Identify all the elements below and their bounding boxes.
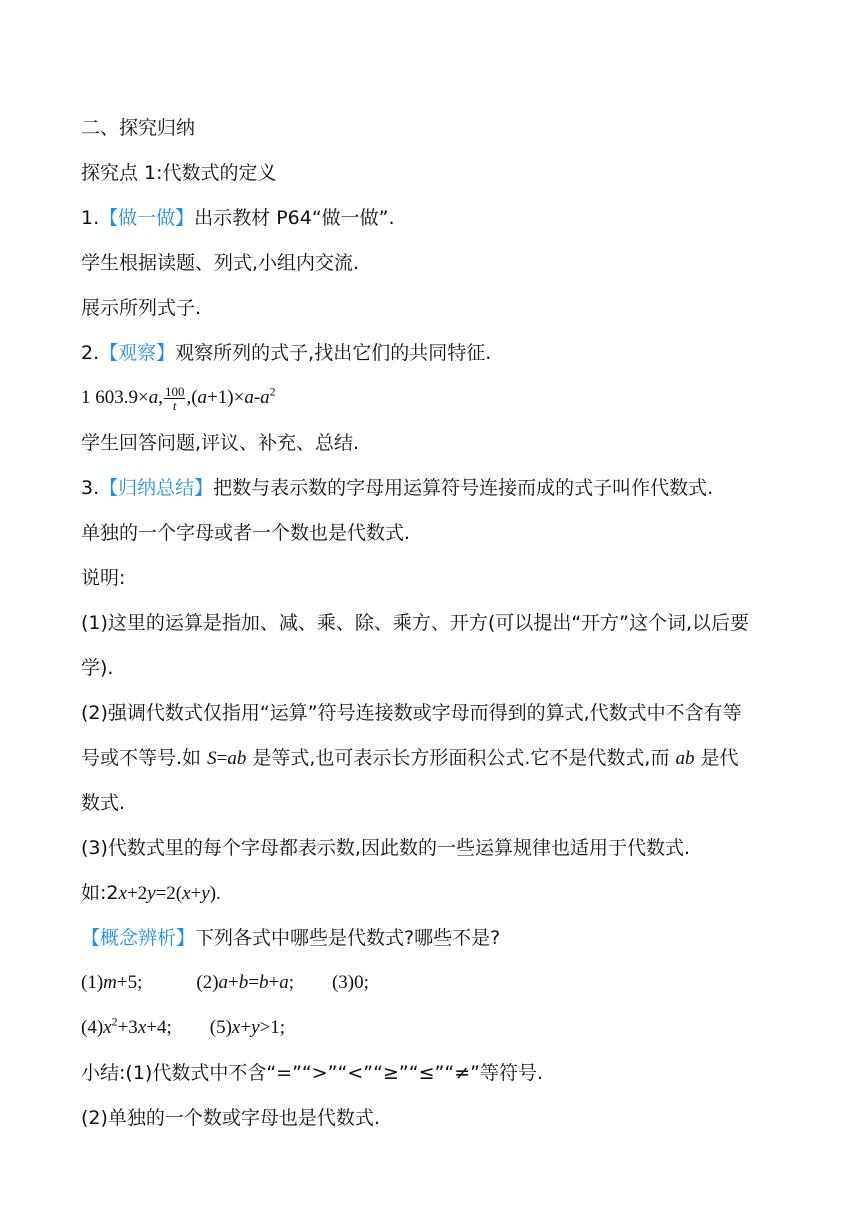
text-run: +2 <box>126 883 148 904</box>
concept-tag: 【概念辨析】 <box>81 927 196 949</box>
concept-line <box>81 925 790 951</box>
expr-var: a <box>244 387 254 408</box>
text-run: = <box>248 972 259 993</box>
math-var: x <box>182 883 191 904</box>
fraction-numerator: 100 <box>164 384 185 400</box>
text-run: ). <box>209 883 221 904</box>
question-1 <box>81 972 142 993</box>
math-var: b <box>238 972 249 993</box>
text-run: = <box>216 748 228 769</box>
math-var: x <box>231 1017 241 1038</box>
text-run: +5; <box>116 972 143 993</box>
expr-part: ,( <box>186 387 198 408</box>
section-title: 二、探究归纳 <box>81 117 196 139</box>
expr-part: 1 603.9× <box>81 387 149 408</box>
point1-title: 探究点 1:代数式的定义 <box>81 162 277 184</box>
summary-line1: 小结:(1)代数式中不含“=”“>”“<”“≥”“≤”“≠”等符号. <box>81 1062 543 1084</box>
question-3: (3)0; <box>331 972 369 993</box>
note2-line3: 数式. <box>81 792 126 814</box>
math-var: x <box>103 1017 112 1038</box>
item2-text: 观察所列的式子,找出它们的共同特征. <box>175 342 492 364</box>
text-run: + <box>190 883 202 904</box>
expr-part: - <box>253 387 261 408</box>
expr-part: , <box>158 387 163 408</box>
note2-line1: (2)强调代数式仅指用“运算”符号连接数或字母而得到的算式,代数式中不含有等 <box>81 702 742 724</box>
text-run: 是代 <box>694 747 739 769</box>
expr-var: a <box>260 387 270 408</box>
note1-line2: 学). <box>81 657 114 679</box>
math-var: y <box>147 883 156 904</box>
text-run: ; <box>288 972 294 993</box>
fraction-denominator: t <box>172 398 177 414</box>
item2-tag: 【观察】 <box>99 342 176 364</box>
text-run: (1) <box>81 972 104 993</box>
question-5 <box>210 1017 285 1038</box>
text-run: 是等式,也可表示长方形面积公式.它不是代数式,而 <box>246 747 676 769</box>
item3-number: 3. <box>81 477 100 499</box>
text-run: + <box>268 972 280 993</box>
math-var: x <box>118 883 127 904</box>
math-var: y <box>201 883 210 904</box>
text-run: 号或不等号.如 <box>81 747 208 769</box>
item2-number: 2. <box>81 342 100 364</box>
item3-line1 <box>81 475 790 501</box>
text-run: (2) <box>196 972 219 993</box>
question-row-1 <box>81 970 790 996</box>
math-var: y <box>251 1017 260 1038</box>
item3-line2: 单独的一个字母或者一个数也是代数式. <box>81 522 411 544</box>
question-2 <box>196 972 294 993</box>
question-row-2 <box>81 1015 790 1041</box>
note3-line1: (3)代数式里的每个字母都表示数,因此数的一些运算规律也适用于代数式. <box>81 837 690 859</box>
item1-line1 <box>81 205 790 231</box>
item2-line3: 学生回答问题,评议、补充、总结. <box>81 432 360 454</box>
math-var: ab <box>227 748 247 769</box>
expression-line <box>81 383 790 413</box>
text-run: 如:2 <box>81 882 119 904</box>
math-var: a <box>279 972 289 993</box>
expr-var: a <box>197 387 208 408</box>
item1-number: 1. <box>81 207 100 229</box>
item2-line1 <box>81 340 790 366</box>
expr-part: +1)× <box>207 387 245 408</box>
text-run: + <box>228 972 239 993</box>
expr-exponent: 2 <box>269 384 276 399</box>
note1-line1: (1)这里的运算是指加、减、乘、除、乘方、开方(可以提出“开方”这个词,以后要 <box>81 612 750 634</box>
math-var: x <box>137 1017 147 1038</box>
text-run: (5) <box>209 1017 232 1038</box>
math-exponent: 2 <box>111 1014 118 1029</box>
item3-tag: 【归纳总结】 <box>99 477 214 499</box>
item1-tag: 【做一做】 <box>99 207 195 229</box>
concept-text: 下列各式中哪些是代数式?哪些不是? <box>195 927 501 949</box>
fraction <box>164 385 186 412</box>
text-run: +4; <box>146 1017 172 1038</box>
item1-line3: 展示所列式子. <box>81 297 202 319</box>
note2-line2 <box>81 745 790 772</box>
text-run: (4) <box>81 1017 104 1038</box>
summary-line2: (2)单独的一个数或字母也是代数式. <box>81 1107 380 1129</box>
expr-var: a <box>148 387 159 408</box>
item3-text: 把数与表示数的字母用运算符号连接而成的式子叫作代数式. <box>213 477 714 499</box>
text-run: + <box>240 1017 252 1038</box>
math-var: a <box>218 972 229 993</box>
item1-text: 出示教材 P64“做一做”. <box>194 207 395 229</box>
question-4 <box>81 1014 172 1038</box>
item1-line2: 学生根据读题、列式,小组内交流. <box>81 252 360 274</box>
example-line <box>81 880 790 907</box>
math-var: S <box>207 748 217 769</box>
math-var: b <box>258 972 269 993</box>
text-run: =2( <box>155 883 183 904</box>
math-var: ab <box>675 748 695 769</box>
explain-label: 说明: <box>81 567 126 589</box>
text-run: >1; <box>259 1017 285 1038</box>
math-var: m <box>103 972 117 993</box>
text-run: +3 <box>117 1017 138 1038</box>
